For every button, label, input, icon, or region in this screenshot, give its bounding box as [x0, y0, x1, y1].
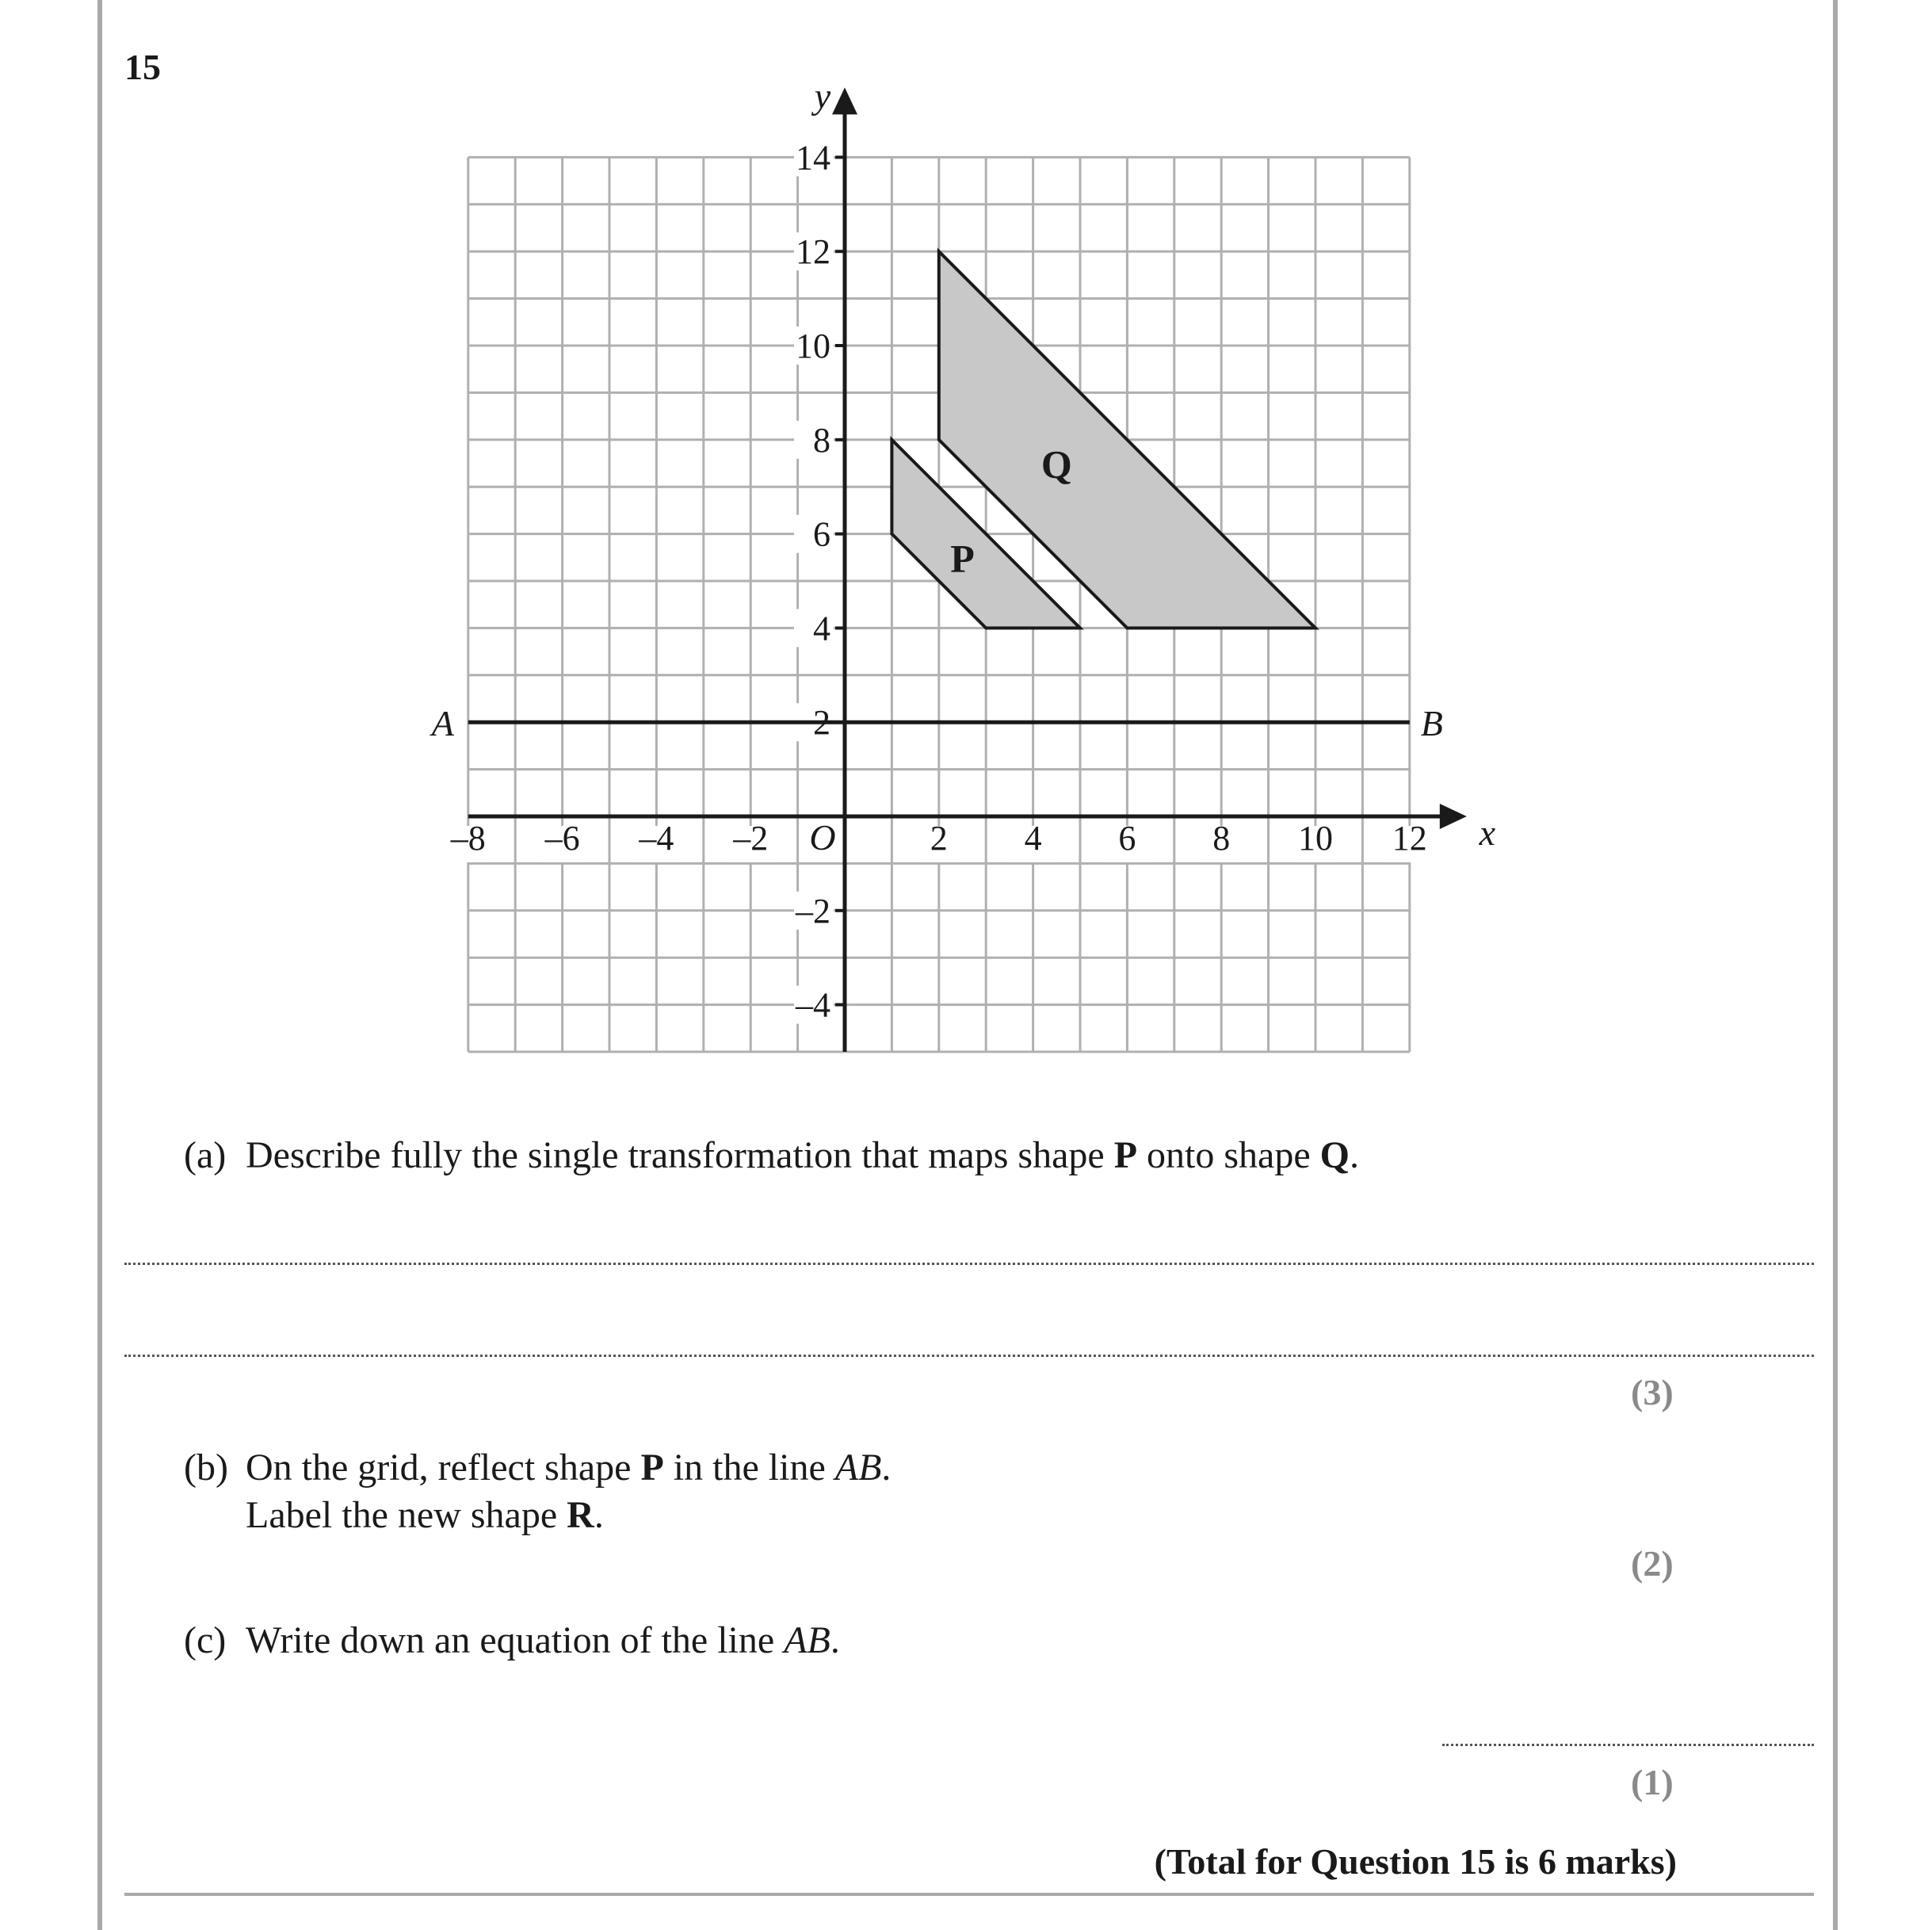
part-b-text-3: . — [881, 1447, 892, 1489]
part-c-text: Write down an equation of the line — [246, 1619, 785, 1661]
y-tick-label: 6 — [813, 514, 830, 554]
x-tick-label: 2 — [930, 819, 948, 858]
part-a-text-3: . — [1350, 1134, 1359, 1176]
x-tick-label: –4 — [639, 819, 674, 858]
part-c-question — [184, 1617, 840, 1664]
part-a-answer-line-2[interactable] — [124, 1355, 1814, 1357]
x-tick-label: –6 — [544, 819, 580, 858]
y-tick-label: 2 — [813, 703, 830, 743]
origin-label: O — [809, 817, 836, 858]
part-b-marks: (2) — [1631, 1543, 1674, 1584]
part-c-text-2: . — [830, 1619, 840, 1661]
part-a-marks: (3) — [1631, 1372, 1674, 1412]
x-tick-label: –8 — [450, 819, 486, 858]
part-c-marks: (1) — [1631, 1762, 1674, 1802]
part-b-line-ab: AB — [834, 1447, 882, 1489]
y-tick-label: 10 — [796, 327, 830, 365]
part-a-text-2: onto shape — [1137, 1134, 1320, 1176]
y-tick-label: –4 — [796, 985, 830, 1025]
x-axis-arrow — [1440, 804, 1467, 829]
part-a-label: (a) — [184, 1134, 227, 1176]
part-b-text-4: . — [594, 1494, 604, 1536]
x-tick-label: 10 — [1298, 819, 1333, 858]
part-b-question — [184, 1444, 891, 1539]
y-tick-label: 4 — [813, 609, 830, 648]
x-tick-label: 12 — [1392, 819, 1427, 858]
question-total: (Total for Question 15 is 6 marks) — [1154, 1841, 1677, 1882]
shape-label-p: P — [950, 536, 975, 581]
x-tick-label: 6 — [1118, 819, 1136, 858]
part-c-label: (c) — [184, 1619, 227, 1661]
part-a-question — [184, 1132, 1359, 1179]
part-b-text: On the grid, reflect shape — [246, 1447, 641, 1489]
part-b-text-2: in the line — [663, 1447, 835, 1489]
x-tick-label: –2 — [733, 819, 769, 858]
part-a-shape-p: P — [1113, 1134, 1138, 1176]
part-b-label: (b) — [184, 1447, 228, 1489]
part-c-answer-line[interactable] — [1442, 1744, 1814, 1746]
part-c-line-ab: AB — [784, 1619, 830, 1661]
x-tick-label: 8 — [1212, 819, 1231, 858]
x-tick-label: 4 — [1024, 819, 1042, 858]
y-tick-label: 14 — [796, 138, 830, 178]
y-tick-label: 8 — [813, 420, 830, 460]
part-b-shape-p: P — [640, 1447, 664, 1489]
y-tick-label: –2 — [796, 891, 830, 931]
part-b-shape-r: R — [567, 1494, 594, 1536]
x-axis-label: x — [1479, 812, 1496, 853]
question-number: 15 — [124, 47, 161, 87]
part-b-label-instruction: Label the new shape — [246, 1494, 567, 1536]
part-a-shape-q: Q — [1319, 1134, 1350, 1176]
y-axis-arrow — [832, 87, 857, 114]
part-a-answer-line-1[interactable] — [124, 1263, 1814, 1265]
bottom-rule — [124, 1893, 1814, 1896]
y-tick-label: 12 — [796, 232, 830, 272]
shape-label-q: Q — [1040, 441, 1072, 487]
part-a-text: Describe fully the single transformation that maps shape — [246, 1134, 1114, 1176]
y-axis-label: y — [814, 75, 831, 117]
line-label-a: A — [431, 703, 454, 744]
line-label-b: B — [1420, 703, 1443, 744]
